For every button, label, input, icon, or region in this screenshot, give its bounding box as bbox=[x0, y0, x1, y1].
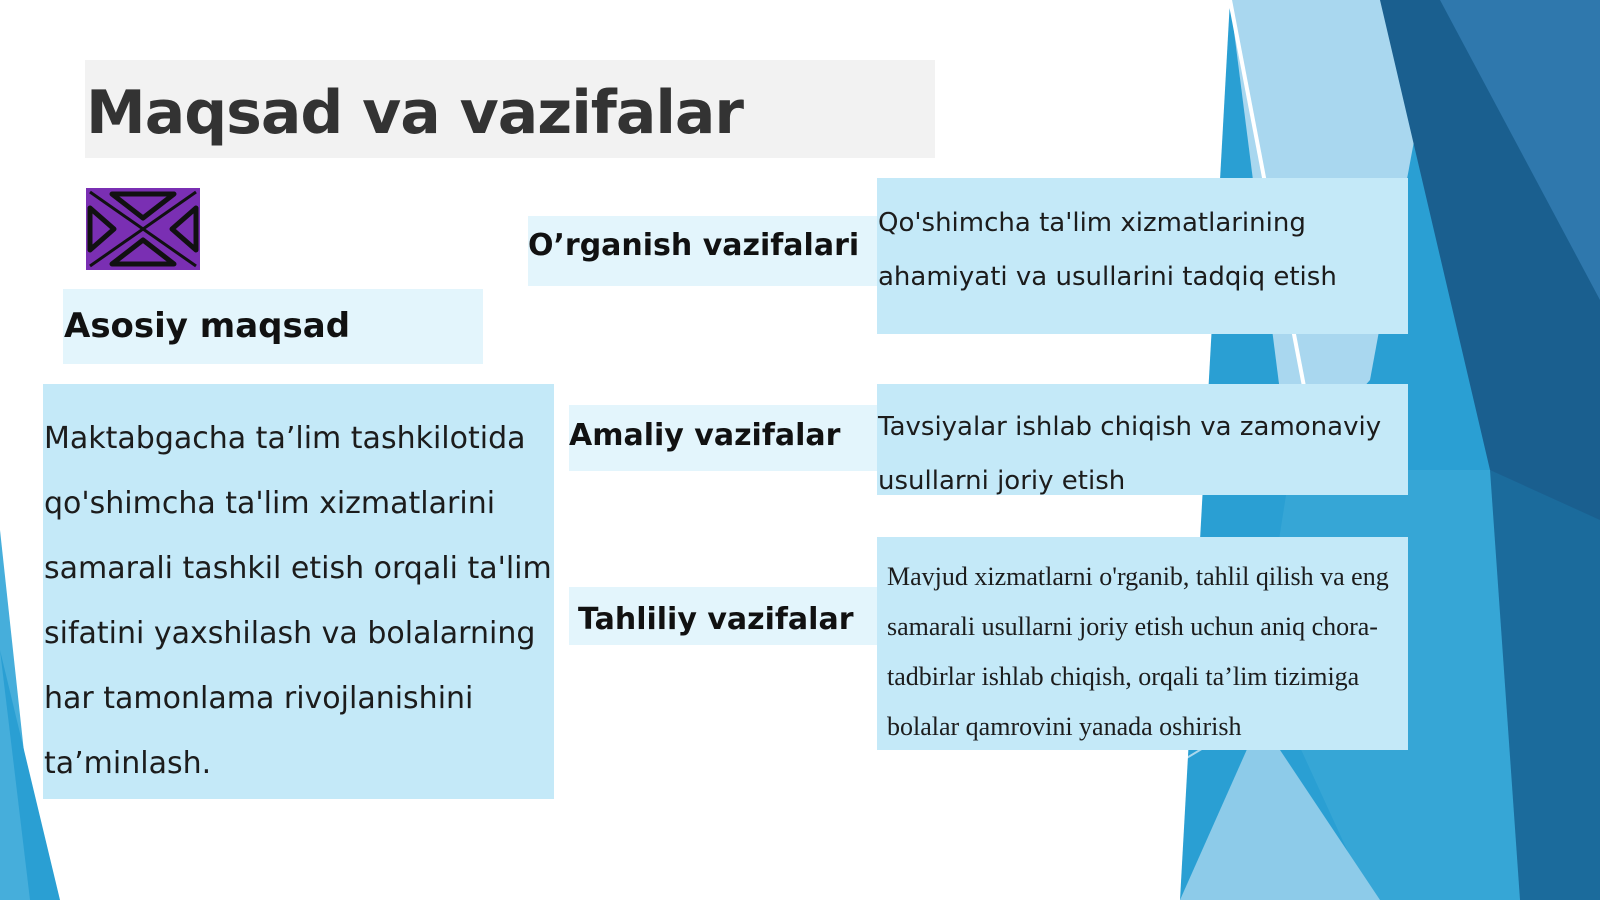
slide-title: Maqsad va vazifalar bbox=[86, 78, 743, 148]
main-goal-text: Maktabgacha ta’lim tashkilotida qo'shimcha ta'lim xizmatlarini samarali tashkil etish orqali ta'lim sifatini yaxshilash va bolalarning har tamonlama rivojlanishini ta’minlash. bbox=[44, 421, 552, 781]
task-label-practical: Amaliy vazifalar bbox=[569, 418, 841, 453]
task-text-study: Qo'shimcha ta'lim xizmatlarining ahamiyati va usullarini tadqiq etish bbox=[878, 208, 1337, 292]
task-text-analytical: Mavjud xizmatlarni o'rganib, tahlil qilish va eng samarali usullarni joriy etish uchun aniq chora-tadbirlar ishlab chiqish, orqali ta’lim tizimiga bolalar qamrovini yanada oshirish bbox=[887, 562, 1389, 741]
task-label-analytical: Tahliliy vazifalar bbox=[578, 602, 854, 637]
purple-envelope-icon bbox=[86, 188, 200, 270]
task-label-study: O’rganish vazifalari bbox=[528, 228, 860, 263]
main-goal-heading: Asosiy maqsad bbox=[64, 306, 351, 346]
task-text-practical: Tavsiyalar ishlab chiqish va zamonaviy usullarni joriy etish bbox=[878, 412, 1382, 496]
